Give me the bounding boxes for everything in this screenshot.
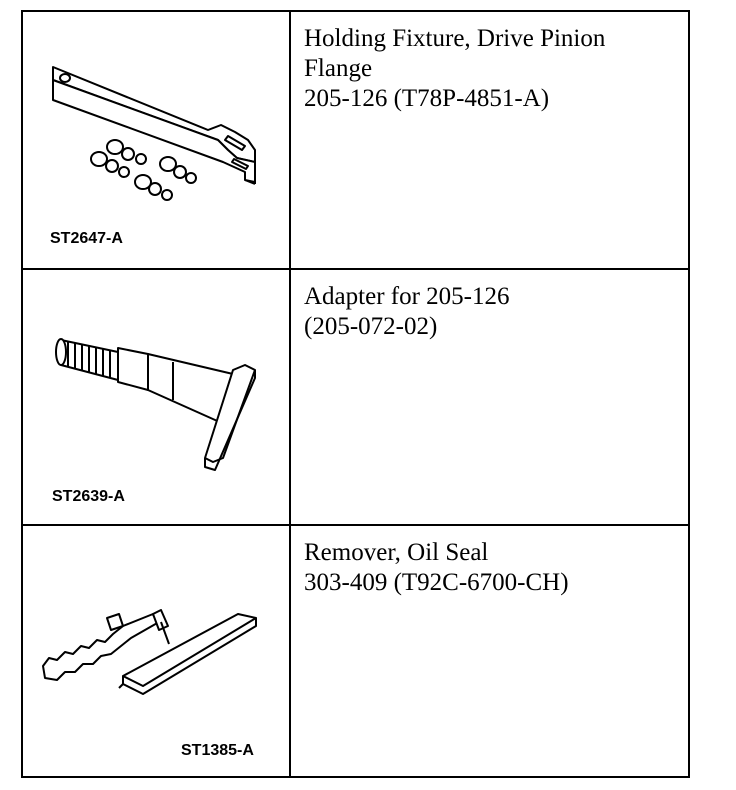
tool-part-number: 303-409 (T92C-6700-CH): [304, 569, 569, 596]
tool-image-cell: [23, 526, 291, 776]
tool-image-cell: [23, 270, 291, 524]
special-tools-table: [21, 10, 690, 778]
adapter-illustration: [23, 270, 289, 524]
art-code: ST1385-A: [181, 742, 254, 759]
tool-name: Holding Fixture, Drive Pinion: [304, 25, 606, 52]
tool-row: [23, 524, 688, 776]
tool-name: Remover, Oil Seal: [304, 539, 489, 566]
tool-part-number: (205-072-02): [304, 313, 438, 340]
tool-description-cell: [291, 526, 688, 776]
tool-part-number: 205-126 (T78P-4851-A): [304, 85, 550, 112]
tool-name-continued: Flange: [304, 55, 373, 82]
oil-seal-remover-illustration: [23, 526, 289, 776]
holding-fixture-illustration: [23, 12, 289, 266]
tool-description-cell: [291, 270, 688, 524]
tool-description-cell: [291, 12, 688, 268]
tool-image-cell: [23, 12, 291, 268]
art-code: ST2639-A: [52, 488, 125, 505]
tool-name: Adapter for 205-126: [304, 283, 510, 310]
tool-row: [23, 12, 688, 268]
tool-row: [23, 268, 688, 524]
art-code: ST2647-A: [50, 230, 123, 247]
